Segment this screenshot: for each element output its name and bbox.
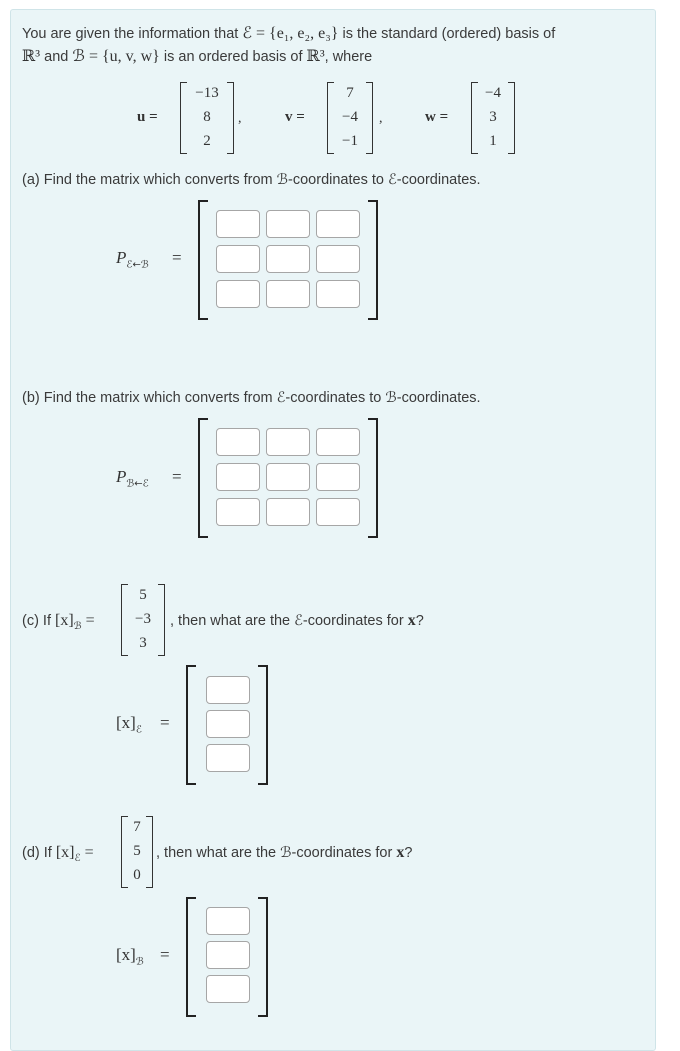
u-entry-3: 2 — [203, 133, 211, 149]
part-a-input-r1c3[interactable] — [316, 210, 360, 238]
part-b-input-r2c3[interactable] — [316, 463, 360, 491]
part-b-equals: = — [172, 467, 182, 486]
w-vector — [471, 82, 515, 154]
part-d-left-bracket — [186, 897, 196, 1017]
u-entry-2: 8 — [203, 109, 211, 125]
B-basis-definition: ℬ = {u, v, w} — [72, 48, 160, 65]
part-b-P: P — [116, 467, 127, 486]
part-b-input-r1c3[interactable] — [316, 428, 360, 456]
part-b-input-r2c1[interactable] — [216, 463, 260, 491]
part-d-qmark: ? — [404, 845, 413, 861]
part-c-vector — [121, 584, 165, 656]
v-vector — [327, 82, 373, 154]
intro-text-1: You are given the information that — [22, 26, 239, 42]
part-d-x: x — [396, 844, 405, 861]
part-a-input-r2c1[interactable] — [216, 245, 260, 273]
part-c-answer-sub: ℰ — [135, 724, 142, 736]
part-c-right-bracket — [258, 665, 268, 785]
comma-1: , — [238, 111, 242, 126]
part-d-answer-x: [x] — [116, 945, 136, 964]
part-a-input-r2c2[interactable] — [266, 245, 310, 273]
intro-text-4: is an ordered basis of — [163, 49, 303, 65]
part-a-input-r1c1[interactable] — [216, 210, 260, 238]
v-entry-2: −4 — [342, 109, 358, 125]
part-c-entry-3: 3 — [139, 635, 147, 651]
part-a-matrix-label — [116, 248, 149, 271]
part-a-input-r2c3[interactable] — [316, 245, 360, 273]
E-basis-definition: ℰ = {e₁, e₂, e₃} — [242, 25, 339, 42]
w-label: w = — [425, 109, 449, 125]
part-d-x-sub: ℰ — [74, 853, 81, 865]
intro-text-2: is the standard (ordered) basis of — [342, 26, 556, 42]
part-d-answer-equals: = — [160, 945, 170, 964]
question-panel — [10, 9, 656, 1051]
part-a-left-bracket — [198, 200, 208, 320]
part-c-input-3[interactable] — [206, 744, 250, 772]
part-d-entry-2: 5 — [133, 843, 141, 859]
part-c-prefix — [22, 612, 95, 633]
part-d-right-bracket — [258, 897, 268, 1017]
R3-symbol-2: ℝ³ — [306, 48, 325, 65]
u-entry-1: −13 — [195, 85, 219, 101]
part-a-subscript: ℰ←ℬ — [126, 259, 149, 271]
intro-line-1 — [22, 23, 555, 43]
part-c-suffix — [170, 612, 424, 630]
part-a-question: (a) Find the matrix which converts from ℬ-coordinates to ℰ-coordinates. — [22, 172, 481, 188]
part-c-input-1[interactable] — [206, 676, 250, 704]
part-a-equals: = — [172, 248, 182, 267]
part-c-input-2[interactable] — [206, 710, 250, 738]
part-c-if: (c) If — [22, 613, 51, 629]
part-c-left-bracket — [186, 665, 196, 785]
w-entry-3: 1 — [489, 133, 497, 149]
part-b-subscript: ℬ←ℰ — [126, 478, 149, 490]
R3-symbol: ℝ³ — [22, 48, 41, 65]
part-b-matrix-label — [116, 467, 149, 490]
part-b-input-r3c3[interactable] — [316, 498, 360, 526]
part-d-question-text: , then what are the ℬ-coordinates for — [156, 845, 393, 861]
part-c-x-sub: ℬ — [73, 621, 82, 633]
part-c-x-label: [x] — [55, 612, 74, 629]
part-c-entry-1: 5 — [139, 587, 147, 603]
part-c-answer-label — [116, 713, 142, 736]
part-c-entry-2: −3 — [135, 611, 151, 627]
intro-text-5: , where — [324, 49, 373, 65]
part-a-right-bracket — [368, 200, 378, 320]
part-b-input-r1c1[interactable] — [216, 428, 260, 456]
u-label: u = — [137, 109, 158, 125]
part-b-left-bracket — [198, 418, 208, 538]
part-d-answer-label — [116, 945, 144, 968]
v-label: v = — [285, 109, 305, 125]
part-d-input-1[interactable] — [206, 907, 250, 935]
part-d-input-2[interactable] — [206, 941, 250, 969]
part-d-input-3[interactable] — [206, 975, 250, 1003]
part-b-right-bracket — [368, 418, 378, 538]
part-a-P: P — [116, 248, 127, 267]
intro-text-3: and — [44, 49, 69, 65]
u-vector — [180, 82, 234, 154]
part-d-entry-3: 0 — [133, 867, 141, 883]
part-b-input-r3c2[interactable] — [266, 498, 310, 526]
part-d-x-label: [x] — [55, 844, 75, 861]
part-a-input-r1c2[interactable] — [266, 210, 310, 238]
part-d-if: (d) If — [22, 845, 52, 861]
part-b-input-r3c1[interactable] — [216, 498, 260, 526]
part-d-entry-1: 7 — [133, 819, 141, 835]
part-d-vector — [121, 816, 153, 888]
w-entry-2: 3 — [489, 109, 497, 125]
part-a-input-r3c2[interactable] — [266, 280, 310, 308]
part-c-answer-equals: = — [160, 713, 170, 732]
part-a-input-r3c1[interactable] — [216, 280, 260, 308]
part-d-equals: = — [84, 844, 94, 861]
part-c-answer-x: [x] — [116, 713, 136, 732]
part-b-question: (b) Find the matrix which converts from ℰ-coordinates to ℬ-coordinates. — [22, 390, 481, 406]
part-c-question-text: , then what are the ℰ-coordinates for — [170, 613, 404, 629]
v-entry-3: −1 — [342, 133, 358, 149]
part-b-input-r1c2[interactable] — [266, 428, 310, 456]
comma-2: , — [379, 111, 383, 126]
part-a-input-r3c3[interactable] — [316, 280, 360, 308]
part-d-prefix — [22, 844, 94, 865]
part-b-input-r2c2[interactable] — [266, 463, 310, 491]
part-c-qmark: ? — [415, 613, 424, 629]
part-c-x: x — [407, 612, 416, 629]
intro-line-2 — [22, 46, 372, 66]
part-c-equals: = — [85, 612, 95, 629]
part-d-suffix — [156, 844, 412, 862]
w-entry-1: −4 — [485, 85, 501, 101]
part-d-answer-sub: ℬ — [135, 956, 144, 968]
v-entry-1: 7 — [346, 85, 354, 101]
